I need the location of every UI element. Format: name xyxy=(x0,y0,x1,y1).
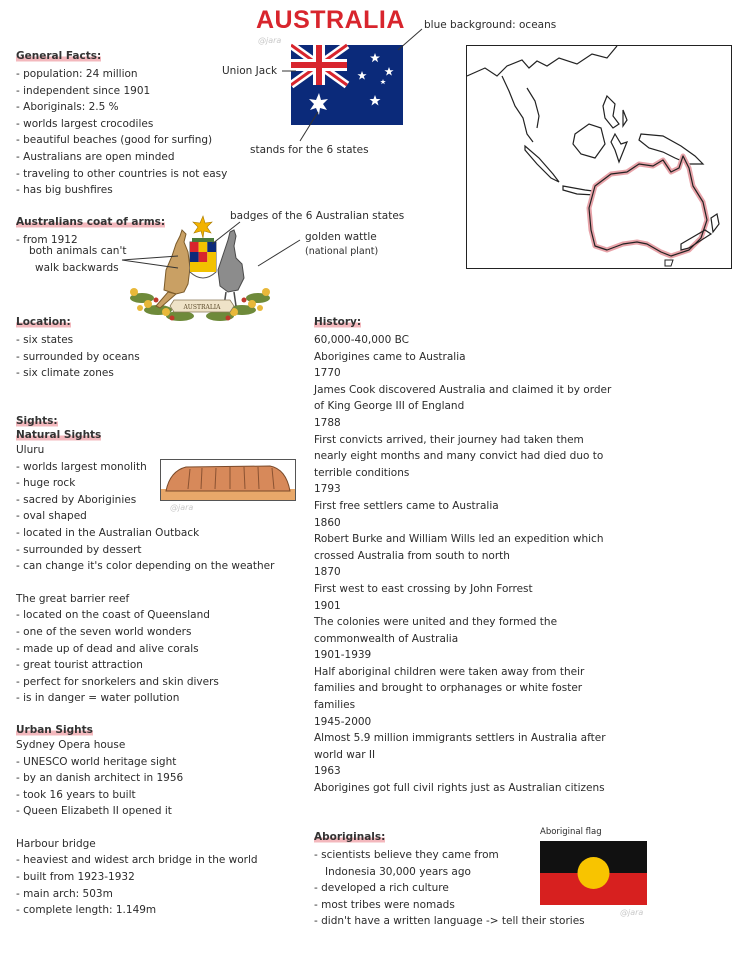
list-item: - Aboriginals: 2.5 % xyxy=(16,99,227,116)
list-item: - located on the coast of Queensland xyxy=(16,607,274,624)
history-event: First free settlers came to Australia xyxy=(314,499,499,512)
watermark: @jara xyxy=(258,36,282,45)
list-item: - made up of dead and alive corals xyxy=(16,641,274,658)
list-item: - heaviest and widest arch bridge in the world xyxy=(16,852,274,869)
blue-background-note: blue background: oceans xyxy=(424,19,557,31)
list-item: - most tribes were nomads xyxy=(314,898,455,911)
bridge-list xyxy=(16,852,274,918)
natural-sights-heading: Natural Sights xyxy=(16,429,102,441)
wattle-note-line1: golden wattle xyxy=(305,231,377,243)
aboriginals-item-text: most tribes were nomads xyxy=(321,898,455,911)
list-item: Indonesia 30,000 years ago xyxy=(325,865,471,878)
location-heading: Location: xyxy=(16,316,71,328)
location-list xyxy=(16,332,140,382)
list-item: - located in the Australian Outback xyxy=(16,525,274,542)
list-item: - Queen Elizabeth II opened it xyxy=(16,803,274,820)
list-item: - UNESCO world heritage sight xyxy=(16,754,274,771)
page-title: AUSTRALIA xyxy=(256,6,405,34)
history-event: James Cook discovered Australia and claimed it by order of King George III of England xyxy=(314,383,612,413)
animals-note-line2: walk backwards xyxy=(35,262,119,274)
watermark: @jara xyxy=(170,503,194,512)
history-entry xyxy=(314,332,614,365)
list-item: - traveling to other countries is not easy xyxy=(16,166,227,183)
list-item: - complete length: 1.149m xyxy=(16,902,274,919)
general-facts-list xyxy=(16,66,227,199)
list-item: - is in danger = water pollution xyxy=(16,690,274,707)
history-heading: History: xyxy=(314,316,362,328)
coat-of-arms-year: from 1912 xyxy=(23,234,78,246)
coat-of-arms-pointer-lines xyxy=(0,200,340,280)
aboriginals-item-text: developed a rich culture xyxy=(321,882,449,895)
uluru-title: Uluru xyxy=(16,444,45,456)
history-section xyxy=(314,315,614,797)
map-outline xyxy=(467,46,731,268)
history-entry xyxy=(314,598,614,648)
list-item: - perfect for snorkelers and skin divers xyxy=(16,674,274,691)
list-item: - by an danish architect in 1956 xyxy=(16,770,274,787)
list-item: - worlds largest crocodiles xyxy=(16,116,227,133)
list-item: - worlds largest monolith xyxy=(16,459,274,476)
list-item: - has big bushfires xyxy=(16,182,227,199)
australia-region-map xyxy=(466,45,732,269)
history-event: The colonies were united and they formed the commonwealth of Australia xyxy=(314,616,558,645)
list-item: - surrounded by dessert xyxy=(16,542,274,559)
uluru-illustration xyxy=(160,459,296,501)
wattle-note-line2: (national plant) xyxy=(305,246,379,257)
history-event: Half aboriginal children were taken away from their families and brought to orphanages or white foster families xyxy=(314,665,585,712)
list-item: - great tourist attraction xyxy=(16,657,274,674)
list-item: - six states xyxy=(16,332,140,349)
aboriginals-item-text: didn't have a written language -> tell their stories xyxy=(321,915,585,928)
list-item: - scientists believe they came from xyxy=(314,849,499,861)
list-item: - took 16 years to built xyxy=(16,787,274,804)
list-item: - Australians are open minded xyxy=(16,149,227,166)
stars-note: stands for the 6 states xyxy=(250,144,369,156)
opera-list xyxy=(16,754,274,820)
history-entry xyxy=(314,647,614,713)
bridge-title: Harbour bridge xyxy=(16,837,96,850)
history-event: Aborigines came to Australia xyxy=(314,350,466,363)
history-year: 1788 xyxy=(314,416,341,429)
history-year: 1770 xyxy=(314,367,341,380)
list-item: - developed a rich culture xyxy=(314,882,449,895)
history-year: 1901-1939 xyxy=(314,649,372,662)
history-year: 1901 xyxy=(314,599,341,612)
history-event: Robert Burke and William Wills led an expedition which crossed Australia from south to north xyxy=(314,533,604,562)
list-item: - six climate zones xyxy=(16,365,140,382)
reef-list xyxy=(16,607,274,707)
list-item: - population: 24 million xyxy=(16,66,227,83)
coat-of-arms-scroll-text: AUSTRALIA xyxy=(183,304,221,311)
opera-title: Sydney Opera house xyxy=(16,738,126,751)
history-entry xyxy=(314,714,614,764)
aboriginals-item-text: scientists believe they came from xyxy=(321,849,499,861)
list-item: - surrounded by oceans xyxy=(16,349,140,366)
history-year: 1870 xyxy=(314,566,341,579)
history-year: 1963 xyxy=(314,765,341,778)
general-facts-heading: General Facts: xyxy=(16,50,102,62)
list-item: - one of the seven world wonders xyxy=(16,624,274,641)
list-item: - beautiful beaches (good for surfing) xyxy=(16,132,227,149)
history-entry xyxy=(314,481,614,514)
list-item: - built from 1923-1932 xyxy=(16,869,274,886)
coat-of-arms-heading: Australians coat of arms: xyxy=(16,216,166,228)
list-item: - main arch: 503m xyxy=(16,886,274,903)
union-jack-note: Union Jack xyxy=(222,65,278,77)
history-year: 60,000-40,000 BC xyxy=(314,334,409,346)
list-item: - independent since 1901 xyxy=(16,83,227,100)
aboriginal-flag xyxy=(540,841,647,905)
history-entry xyxy=(314,763,614,796)
history-year: 1860 xyxy=(314,516,341,529)
list-item: - sacred by Aboriginies xyxy=(16,492,274,509)
history-entry xyxy=(314,415,614,481)
list-item: - didn't have a written language -> tell their stories xyxy=(314,915,585,928)
sights-heading: Sights: xyxy=(16,415,58,427)
history-year: 1793 xyxy=(314,483,341,496)
history-event: Almost 5.9 million immigrants settlers in Australia after world war II xyxy=(314,732,606,761)
history-event: First west to east crossing by John Forrest xyxy=(314,582,533,595)
history-entry xyxy=(314,564,614,597)
badges-note: badges of the 6 Australian states xyxy=(230,210,405,222)
animals-note-line1: both animals can't xyxy=(29,245,127,257)
history-year: 1945-2000 xyxy=(314,715,372,728)
history-entry xyxy=(314,365,614,415)
list-item: - can change it's color depending on the weather xyxy=(16,558,274,575)
history-entry xyxy=(314,515,614,565)
coat-of-arms-since: - from 1912 xyxy=(16,234,78,246)
reef-title: The great barrier reef xyxy=(16,592,130,605)
watermark: @jara xyxy=(620,908,644,917)
list-item: - huge rock xyxy=(16,475,274,492)
aboriginals-heading: Aboriginals: xyxy=(314,831,386,843)
aboriginal-flag-label: Aboriginal flag xyxy=(540,827,602,837)
history-event: First convicts arrived, their journey had taken them nearly eight months and many convict had died duo to terrible conditions xyxy=(314,433,604,479)
history-event: Aborigines got full civil rights just as Australian citizens xyxy=(314,782,605,795)
urban-sights-heading: Urban Sights xyxy=(16,723,93,736)
list-item: - oval shaped xyxy=(16,508,274,525)
